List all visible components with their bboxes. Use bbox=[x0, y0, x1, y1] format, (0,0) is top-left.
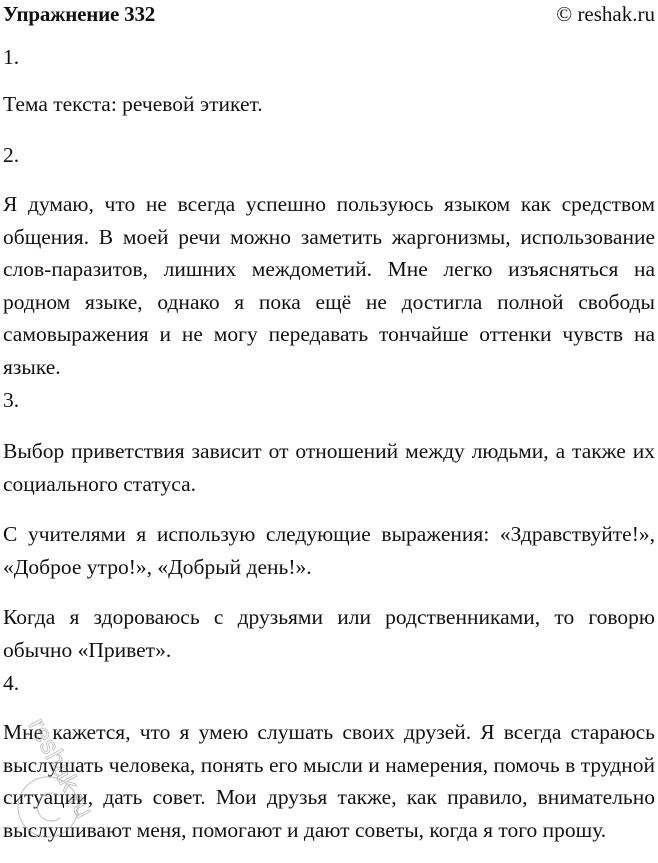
section-number-3: 3. bbox=[3, 388, 20, 412]
exercise-title: Упражнение 332 bbox=[3, 1, 156, 26]
section-4-paragraph-1: Мне кажется, что я умею слушать своих друзей. Я всегда стараюсь выслушать человека, понять его мысли и намерения, помочь в трудной ситуации, дать совет. Мои друзья также, как правило, внимательно выслушивают меня, помогают и дают советы, когда я того прошу. bbox=[3, 720, 655, 842]
section-number-1: 1. bbox=[3, 45, 20, 69]
copyright-label: © reshak.ru bbox=[556, 1, 655, 26]
section-2-paragraph-1: Я думаю, что не всегда успешно пользуюсь языком как средством общения. В моей речи можно заметить жаргонизмы, использование слов-паразитов, лишних междометий. Мне легко изъясняться на родном языке, однако я пока ещё не достигла полной свободы самовыражения и не могу передавать тончайше оттенки чувств на языке. bbox=[3, 192, 655, 379]
section-3-paragraph-1: Выбор приветствия зависит от отношений между людьми, а также их социального статуса. bbox=[3, 439, 655, 496]
page-header bbox=[3, 0, 655, 28]
svg-text:reshak.ru: reshak.ru bbox=[22, 712, 101, 823]
section-3-paragraph-2: С учителями я использую следующие выражения: «Здравствуйте!», «Доброе утро!», «Добрый день!». bbox=[3, 522, 655, 579]
section-number-2: 2. bbox=[3, 143, 20, 167]
section-3-paragraph-3: Когда я здороваюсь с друзьями или родственниками, то говорю обычно «Привет». bbox=[3, 605, 655, 662]
section-number-4: 4. bbox=[3, 671, 20, 695]
section-1-paragraph-1: Тема текста: речевой этикет. bbox=[3, 92, 263, 116]
